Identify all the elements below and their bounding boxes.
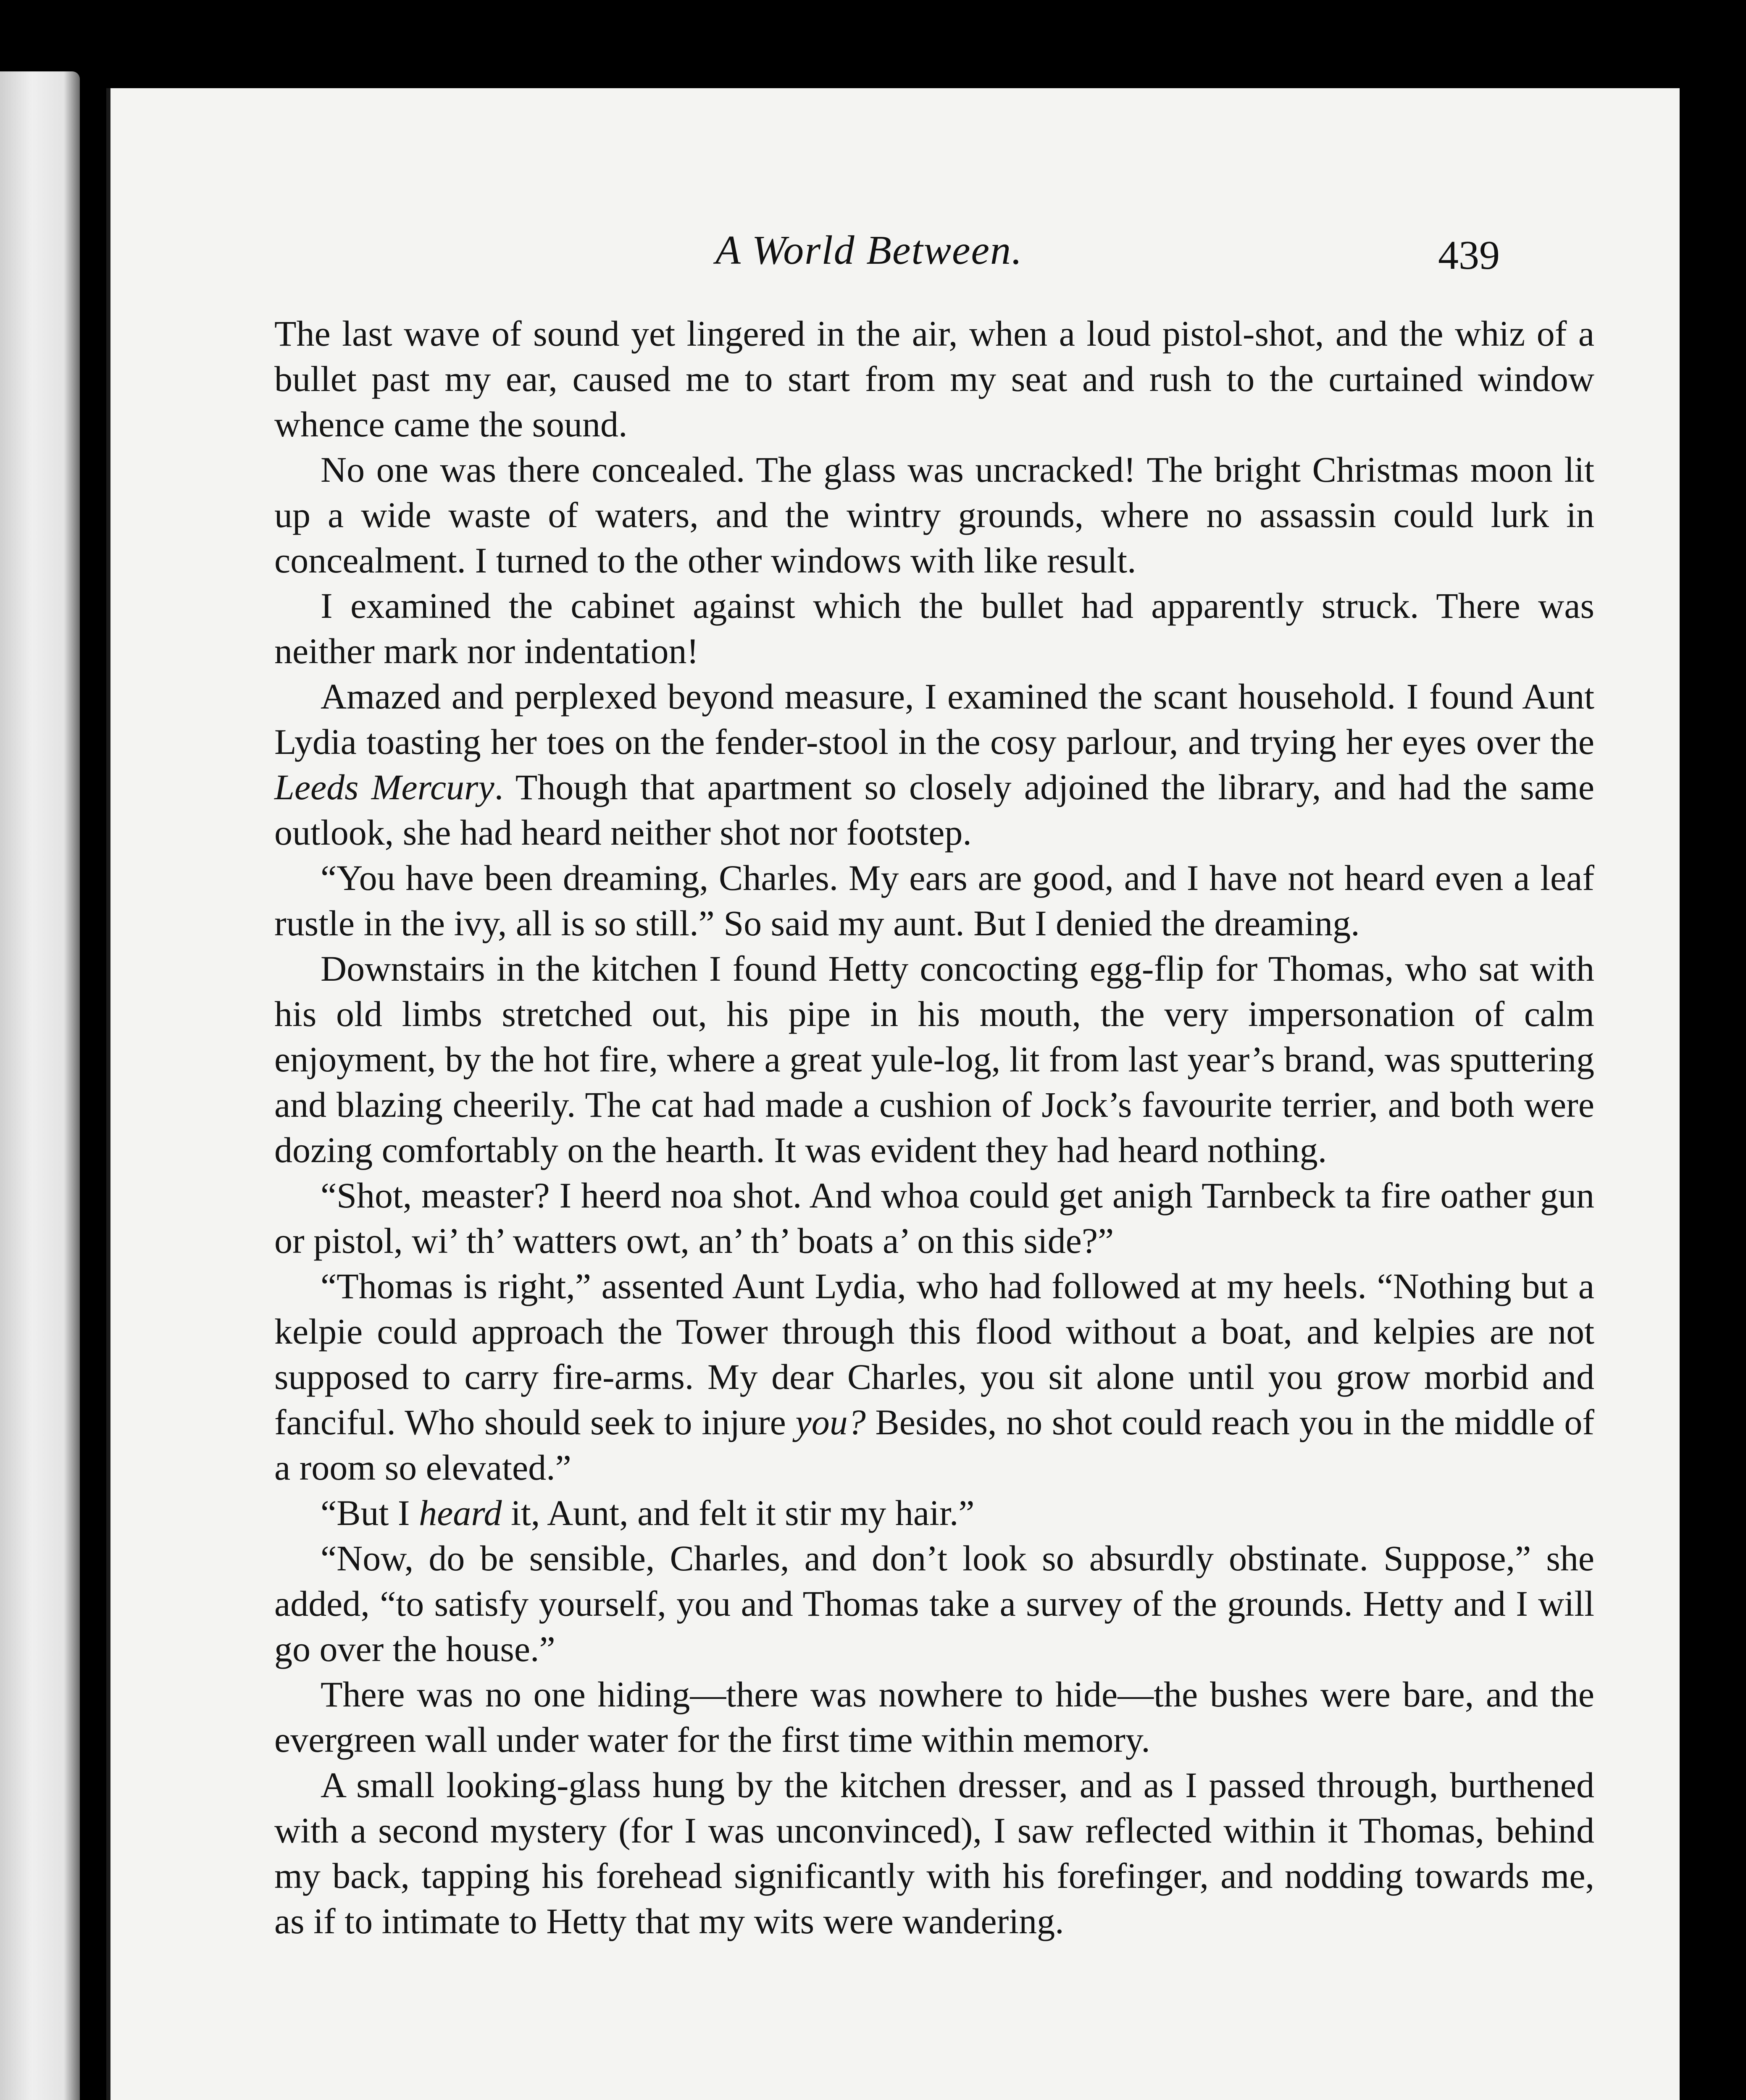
facing-page-edge xyxy=(0,71,80,2100)
paragraph: Amazed and perplexed beyond measure, I examined the scant household. I found Aunt Lydia toasting her toes on the fender-stool in the cosy parlour, and trying her eyes over the Leeds Mercury. Though that apartment so closely adjoined the library, and had the same outlook, she had heard neither shot nor footstep. xyxy=(274,676,1594,853)
paragraph: “Shot, measter? I heerd noa shot. And whoa could get anigh Tarnbeck ta fire oather gun or pistol, wi’ th’ watters owt, an’ th’ boats a’ on this side?” xyxy=(274,1175,1594,1261)
paragraph: “Now, do be sensible, Charles, and don’t look so absurdly obstinate. Suppose,” she added, “to satisfy yourself, you and Thomas take a survey of the grounds. Hetty and I will go over the house.” xyxy=(274,1538,1594,1669)
paragraph: “But I heard it, Aunt, and felt it stir my hair.” xyxy=(321,1493,975,1533)
running-title: A World Between. xyxy=(715,228,1023,273)
paragraph: I examined the cabinet against which the bullet had apparently struck. There was neither mark nor indentation! xyxy=(274,585,1594,671)
paragraph: “Thomas is right,” assented Aunt Lydia, who had followed at my heels. “Nothing but a kelpie could approach the Tower through this flood without a boat, and kelpies are not supposed to carry fire-arms. My dear Charles, you sit alone until you grow morbid and fanciful. Who should seek to injure you? Besides, no shot could reach you in the middle of a room so elevated.” xyxy=(274,1266,1594,1488)
paragraph: Downstairs in the kitchen I found Hetty concocting egg-flip for Thomas, who sat with his old limbs stretched out, his pipe in his mouth, the very impersonation of calm enjoyment, by the hot fire, where a great yule-log, lit from last year’s brand, was sputtering and blazing cheerily. The cat had made a cushion of Jock’s favourite terrier, and both were dozing comfortably on the hearth. It was evident they had heard nothing. xyxy=(274,948,1594,1170)
page-number: 439 xyxy=(1438,233,1500,278)
paragraph: The last wave of sound yet lingered in the air, when a loud pistol-shot, and the whiz of a bullet past my ear, caused me to start from my seat and rush to the curtained window whence came the sound. xyxy=(274,313,1594,444)
paragraph: A small looking-glass hung by the kitchen dresser, and as I passed through, burthened with a second mystery (for I was unconvinced), I saw reflected within it Thomas, behind my back, tapping his forehead significantly with his forefinger, and nodding towards me, as if to intimate to Hetty that my wits were wandering. xyxy=(274,1765,1594,1941)
paragraph: “You have been dreaming, Charles. My ears are good, and I have not heard even a leaf rustle in the ivy, all is so still.” So said my aunt. But I denied the dreaming. xyxy=(274,858,1594,943)
paragraph: There was no one hiding—there was nowhere to hide—the bushes were bare, and the evergreen wall under water for the first time within memory. xyxy=(274,1674,1594,1760)
paragraph: No one was there concealed. The glass was uncracked! The bright Christmas moon lit up a wide waste of waters, and the wintry grounds, where no assassin could lurk in concealment. I turned to the other windows with like result. xyxy=(274,449,1594,580)
book-page xyxy=(106,88,1680,2100)
page-header xyxy=(110,227,1684,294)
body-text xyxy=(274,311,1594,1944)
